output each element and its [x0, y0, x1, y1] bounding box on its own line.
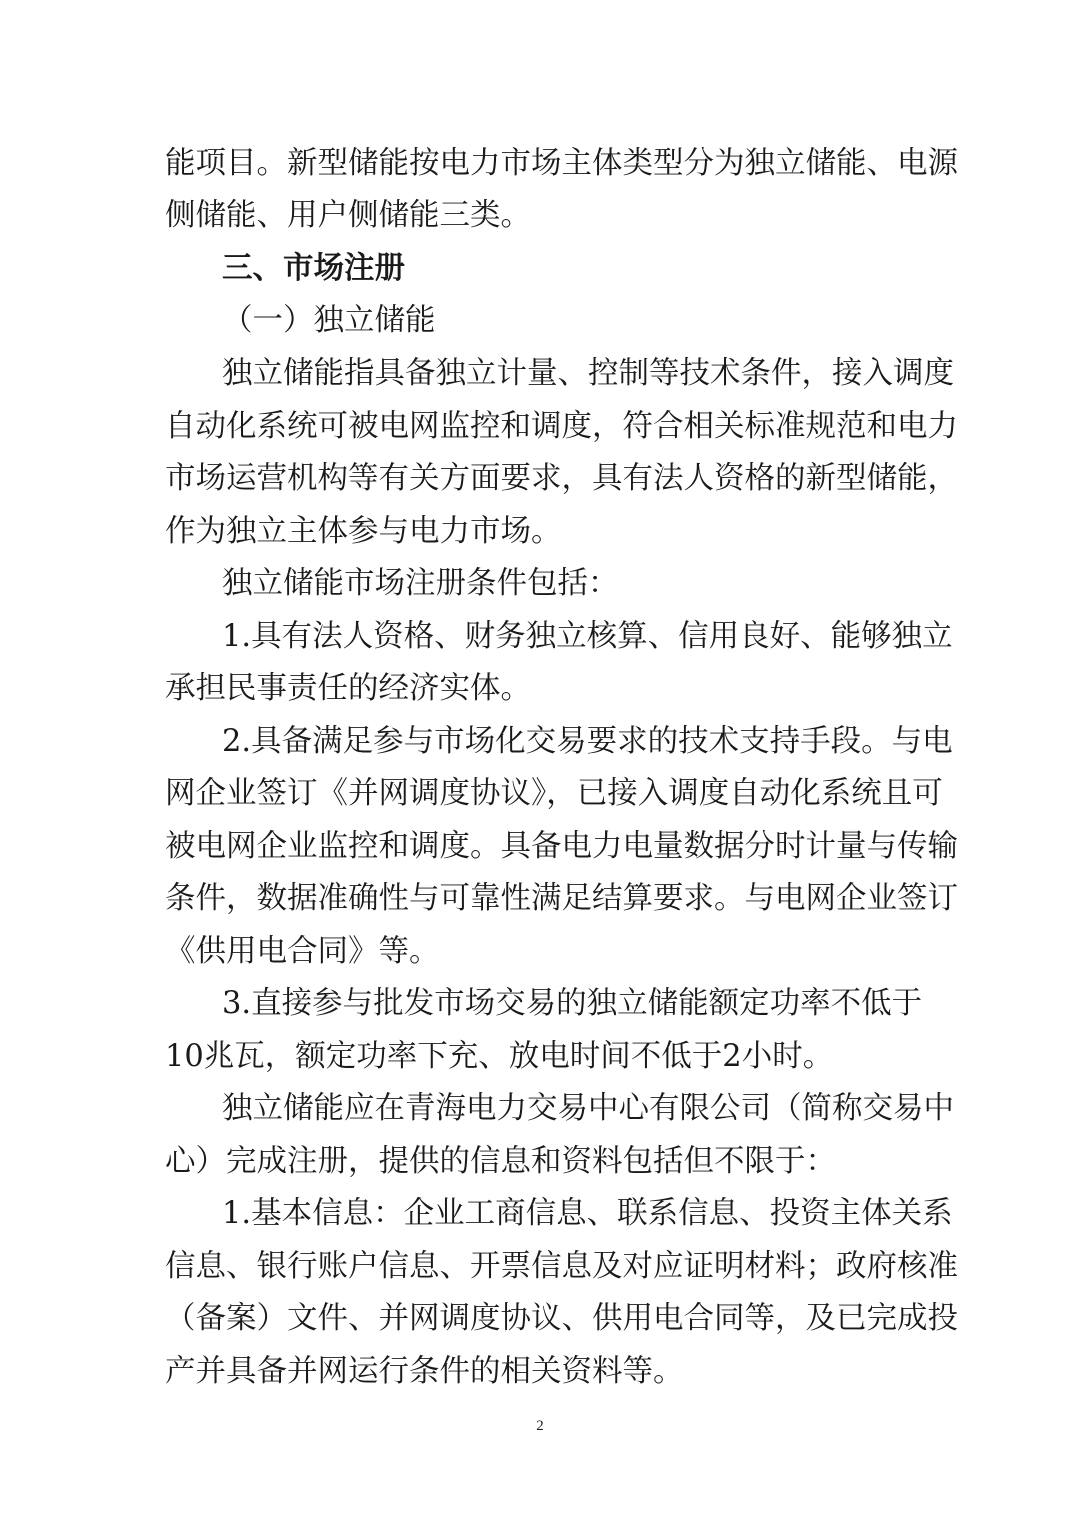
- text-line: 能项目。新型储能按电力市场主体类型分为独立储能、电源: [165, 146, 958, 181]
- subsection-heading: （一）独立储能: [222, 303, 436, 338]
- list-item: 3.直接参与批发市场交易的独立储能额定功率不低于: [222, 986, 923, 1021]
- text-line: 承担民事责任的经济实体。: [165, 671, 531, 706]
- page-number: 2: [536, 1418, 544, 1434]
- text-line: 自动化系统可被电网监控和调度，符合相关标准规范和电力: [165, 409, 958, 444]
- text-line: 条件，数据准确性与可靠性满足结算要求。与电网企业签订: [165, 881, 958, 916]
- text-line: 侧储能、用户侧储能三类。: [165, 198, 531, 233]
- list-item: 1.基本信息：企业工商信息、联系信息、投资主体关系: [222, 1196, 953, 1231]
- list-item: 1.具有法人资格、财务独立核算、信用良好、能够独立: [222, 619, 953, 654]
- text-line: 产并具备并网运行条件的相关资料等。: [165, 1354, 684, 1389]
- text-line: 《供用电合同》等。: [165, 934, 440, 969]
- text-line: 独立储能应在青海电力交易中心有限公司（简称交易中: [222, 1091, 954, 1126]
- text-line: 10兆瓦，额定功率下充、放电时间不低于2小时。: [165, 1039, 834, 1074]
- text-line: （备案）文件、并网调度协议、供用电合同等，及已完成投: [165, 1301, 958, 1336]
- text-line: 心）完成注册，提供的信息和资料包括但不限于：: [165, 1144, 836, 1179]
- text-line: 作为独立主体参与电力市场。: [165, 514, 562, 549]
- section-heading: 三、市场注册: [222, 251, 405, 286]
- text-line: 独立储能指具备独立计量、控制等技术条件，接入调度: [222, 356, 954, 391]
- text-line: 独立储能市场注册条件包括：: [222, 566, 619, 601]
- text-line: 市场运营机构等有关方面要求，具有法人资格的新型储能，: [165, 461, 958, 496]
- text-line: 信息、银行账户信息、开票信息及对应证明材料；政府核准: [165, 1249, 958, 1284]
- text-line: 网企业签订《并网调度协议》，已接入调度自动化系统且可: [165, 776, 943, 811]
- text-line: 被电网企业监控和调度。具备电力电量数据分时计量与传输: [165, 829, 958, 864]
- list-item: 2.具备满足参与市场化交易要求的技术支持手段。与电: [222, 724, 953, 759]
